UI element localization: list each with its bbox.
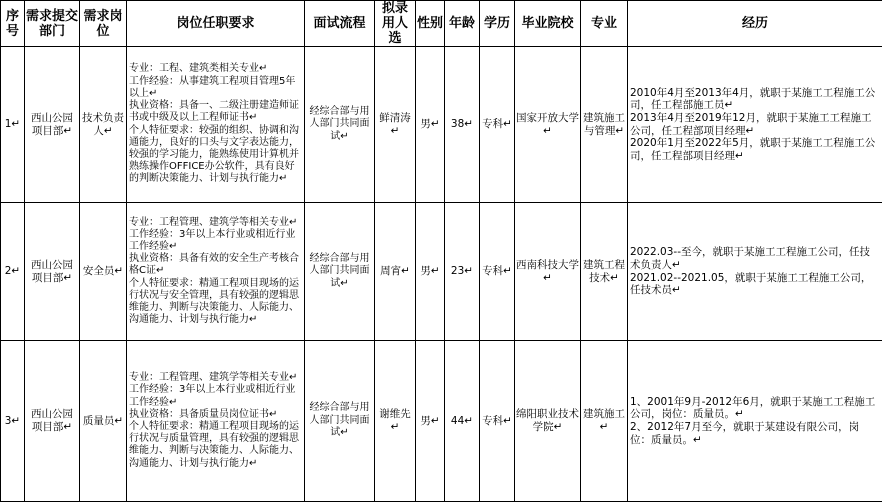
age-cell: 44↵	[445, 341, 480, 502]
interview-cell: 经综合部与用人部门共同面试↵	[305, 47, 375, 203]
experience-cell: 2010年4月至2013年4月，就职于某施工工程施工公司，任工程部施工员↵ 2013年4月至2019年12月，就职于某施工工程施工公司，任工程部项目经理↵ 2020年1月至2022年5月，就职于某施工工程施工公司，任工程部项目经理↵	[628, 47, 882, 203]
table-row	[1, 203, 882, 341]
education-cell: 专科↵	[480, 47, 515, 203]
seq-cell: 1↵	[1, 47, 25, 203]
major-cell: 建筑工程技术↵	[581, 203, 628, 341]
gender-cell: 男↵	[416, 341, 445, 502]
requirements-cell: 专业：工程管理、建筑学等相关专业↵ 工作经验：3年以上本行业或相近行业工作经验↵ 执业资格：具备质量员岗位证书↵ 个人特征要求：精通工程项目现场的运行状况与质量管理，具有较强的逻辑思维能力、判断与决策能力、人际能力、沟通能力、计划与执行能力↵	[127, 341, 305, 502]
header-experience: 经历	[628, 1, 882, 47]
candidate-cell: 鲜清涛↵	[375, 47, 416, 203]
candidate-cell: 谢维先↵	[375, 341, 416, 502]
header-education: 学历	[480, 1, 515, 47]
requirements-cell: 专业：工程管理、建筑学等相关专业↵ 工作经验：3年以上本行业或相近行业工作经验↵ 执业资格：具备有效的安全生产考核合格C证↵ 个人特征要求：精通工程项目现场的运行状况与安全管理，具有较强的逻辑思维能力、判断与决策能力、人际能力、沟通能力、计划与执行能力↵	[127, 203, 305, 341]
interview-cell: 经综合部与用人部门共同面试↵	[305, 341, 375, 502]
post-cell: 安全员↵	[80, 203, 127, 341]
education-cell: 专科↵	[480, 341, 515, 502]
major-cell: 建筑施工↵	[581, 341, 628, 502]
interview-cell: 经综合部与用人部门共同面试↵	[305, 203, 375, 341]
age-cell: 38↵	[445, 47, 480, 203]
header-major: 专业	[581, 1, 628, 47]
header-requirements: 岗位任职要求	[127, 1, 305, 47]
header-post: 需求岗位	[80, 1, 127, 47]
requirements-cell: 专业：工程、建筑类相关专业↵ 工作经验：从事建筑工程项目管理5年以上↵ 执业资格：具备一、二级注册建造师证书或中级及以上工程师证书↵ 个人特征要求：较强的组织、协调和沟通能力，良好的口头与文字表达能力，较强的学习能力，能熟练使用计算机并熟练操作OFFICE办公软件，具有良好的判断决策能力、计划与执行能力↵	[127, 47, 305, 203]
age-cell: 23↵	[445, 203, 480, 341]
table-row	[1, 341, 882, 502]
header-dept: 需求提交部门	[25, 1, 80, 47]
school-cell: 绵阳职业技术学院↵	[515, 341, 581, 502]
header-age: 年龄	[445, 1, 480, 47]
experience-cell: 2022.03--至今，就职于某施工工程施工公司，任技术负责人↵ 2021.02--2021.05，就职于某施工工程施工公司，任技术员↵	[628, 203, 882, 341]
school-cell: 西南科技大学↵	[515, 203, 581, 341]
seq-cell: 2↵	[1, 203, 25, 341]
dept-cell: 西山公园项目部↵	[25, 341, 80, 502]
header-row	[1, 1, 882, 47]
header-gender: 性别	[416, 1, 445, 47]
header-candidate: 拟录用人选	[375, 1, 416, 47]
dept-cell: 西山公园项目部↵	[25, 203, 80, 341]
school-cell: 国家开放大学↵	[515, 47, 581, 203]
table-row	[1, 47, 882, 203]
candidate-cell: 周宵↵	[375, 203, 416, 341]
post-cell: 技术负责人↵	[80, 47, 127, 203]
experience-cell: 1、2001年9月-2012年6月，就职于某施工工程施工公司，岗位：质量员。↵ 2、2012年7月至今，就职于某建设有限公司，岗位：质量员。↵	[628, 341, 882, 502]
post-cell: 质量员↵	[80, 341, 127, 502]
education-cell: 专科↵	[480, 203, 515, 341]
header-interview: 面试流程	[305, 1, 375, 47]
gender-cell: 男↵	[416, 47, 445, 203]
dept-cell: 西山公园项目部↵	[25, 47, 80, 203]
header-seq: 序号	[1, 1, 25, 47]
major-cell: 建筑施工与管理↵	[581, 47, 628, 203]
seq-cell: 3↵	[1, 341, 25, 502]
gender-cell: 男↵	[416, 203, 445, 341]
header-school: 毕业院校	[515, 1, 581, 47]
